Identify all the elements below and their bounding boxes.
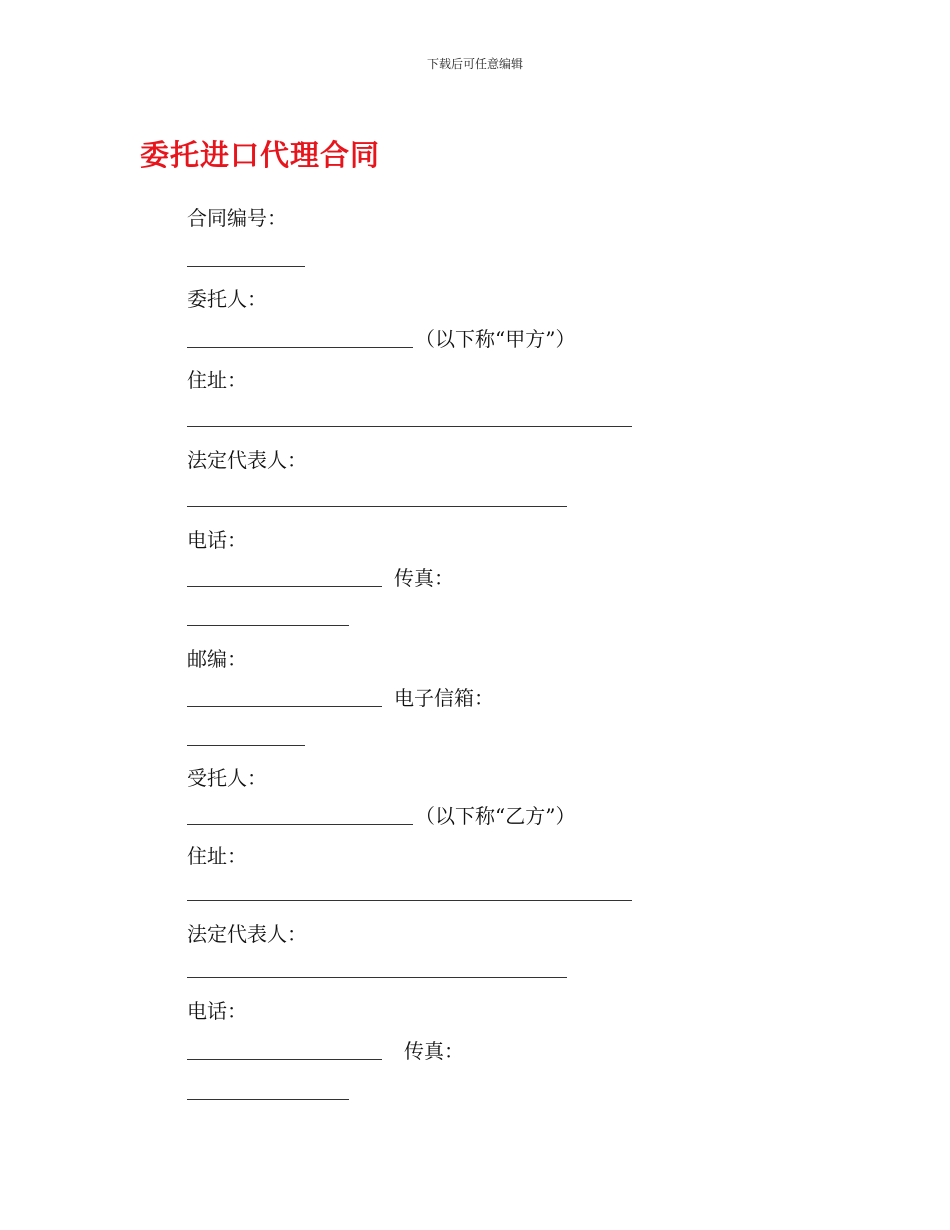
party-b-legal-rep-label: 法定代表人： <box>187 922 307 946</box>
party-a-phone-label: 电话： <box>187 528 247 552</box>
contract-number-label: 合同编号： <box>187 206 287 230</box>
party-a-address-blank-row <box>187 408 632 431</box>
contract-number-row <box>187 205 287 231</box>
party-a-postcode-label: 邮编： <box>187 647 247 671</box>
contract-number-blank-row <box>187 248 305 271</box>
principal-label: 委托人： <box>187 287 267 311</box>
party-b-address-blank-row <box>187 882 632 905</box>
party-a-address-blank[interactable] <box>187 408 632 427</box>
party-a-fax-blank[interactable] <box>187 607 349 626</box>
party-a-email-label: 电子信箱： <box>394 686 494 710</box>
party-a-phone-blank[interactable] <box>187 568 382 587</box>
party-a-postcode-row <box>187 646 247 672</box>
principal-blank[interactable] <box>187 329 413 348</box>
party-a-address-row <box>187 367 247 393</box>
party-a-fax-label: 传真： <box>394 566 454 590</box>
party-a-postcode-blank-row <box>187 685 494 711</box>
party-a-fax-blank-row <box>187 607 349 630</box>
party-b-phone-blank[interactable] <box>187 1041 382 1060</box>
party-b-legal-rep-blank[interactable] <box>187 959 567 978</box>
party-b-legal-rep-row <box>187 921 307 947</box>
party-b-phone-blank-row <box>187 1038 464 1064</box>
agent-row <box>187 765 267 791</box>
party-a-phone-row <box>187 527 247 553</box>
party-b-fax-blank-row <box>187 1081 349 1104</box>
party-a-legal-rep-blank[interactable] <box>187 488 567 507</box>
agent-blank-row <box>187 803 575 829</box>
party-a-email-blank[interactable] <box>187 727 305 746</box>
party-b-fax-label: 传真： <box>404 1039 464 1063</box>
contract-number-blank[interactable] <box>187 248 305 267</box>
party-a-phone-blank-row <box>187 565 454 591</box>
party-b-address-label: 住址： <box>187 844 247 868</box>
agent-suffix: （以下称“乙方”） <box>415 804 576 828</box>
party-a-postcode-blank[interactable] <box>187 688 382 707</box>
document-title: 委托进口代理合同 <box>140 138 381 172</box>
agent-label: 受托人： <box>187 766 267 790</box>
party-b-address-blank[interactable] <box>187 882 632 901</box>
party-a-legal-rep-blank-row <box>187 488 567 511</box>
party-b-phone-row <box>187 998 247 1024</box>
principal-suffix: （以下称“甲方”） <box>415 327 576 351</box>
agent-blank[interactable] <box>187 806 413 825</box>
party-b-legal-rep-blank-row <box>187 959 567 982</box>
principal-row <box>187 286 267 312</box>
party-a-legal-rep-row <box>187 447 307 473</box>
principal-blank-row <box>187 326 575 352</box>
party-b-address-row <box>187 843 247 869</box>
party-a-email-blank-row <box>187 727 305 750</box>
party-a-address-label: 住址： <box>187 368 247 392</box>
party-b-fax-blank[interactable] <box>187 1081 349 1100</box>
party-b-phone-label: 电话： <box>187 999 247 1023</box>
party-a-legal-rep-label: 法定代表人： <box>187 448 307 472</box>
header-note: 下载后可任意编辑 <box>426 57 523 71</box>
